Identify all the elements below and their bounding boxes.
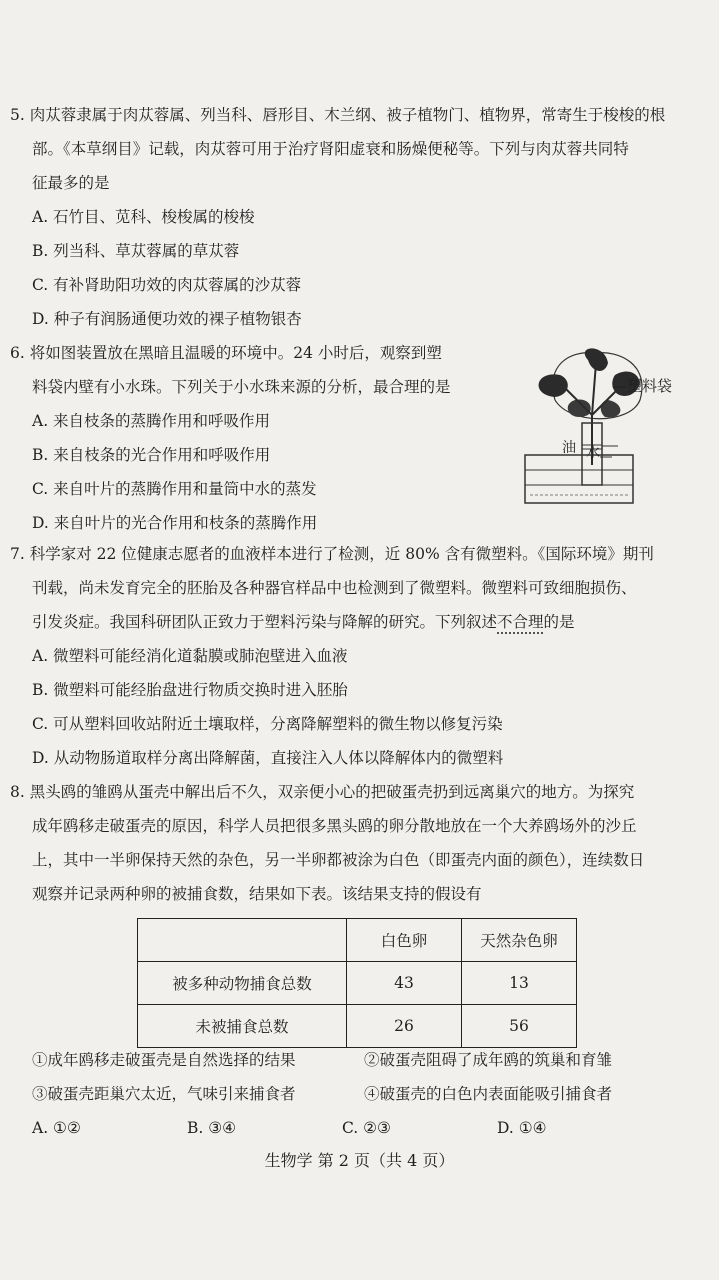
table-row bbox=[138, 1005, 577, 1048]
option-b: B. ③④ bbox=[187, 1119, 237, 1137]
table-cell: 未被捕食总数 bbox=[138, 1005, 347, 1048]
question-text: 8. 黑头鸥的雏鸥从蛋壳中解出后不久，双亲便小心的把破蛋壳扔到远离巢穴的地方。为探究 bbox=[10, 783, 635, 801]
option-d: D. 来自叶片的光合作用和枝条的蒸腾作用 bbox=[32, 514, 318, 532]
question-8 bbox=[10, 775, 709, 911]
question-text: 引发炎症。我国科研团队正致力于塑料污染与降解的研究。下列叙述不合理的是 bbox=[32, 613, 575, 631]
table-cell: 26 bbox=[347, 1005, 462, 1048]
statement-row bbox=[10, 1077, 709, 1111]
emphasis-text: 不合理 bbox=[497, 613, 544, 631]
table-cell: 43 bbox=[347, 962, 462, 1005]
table-cell: 56 bbox=[462, 1005, 577, 1048]
statement-1: ①成年鸥移走破蛋壳是自然选择的结果 bbox=[32, 1051, 296, 1069]
option-d: D. 种子有润肠通便功效的裸子植物银杏 bbox=[32, 310, 302, 328]
question-text: 5. 肉苁蓉隶属于肉苁蓉属、列当科、唇形目、木兰纲、被子植物门、植物界，常寄生于梭梭的根 bbox=[10, 106, 666, 124]
option-b: B. 列当科、草苁蓉属的草苁蓉 bbox=[32, 242, 240, 260]
option-a: A. ①② bbox=[32, 1119, 81, 1137]
option-a: A. 微塑料可能经消化道黏膜或肺泡壁进入血液 bbox=[32, 647, 348, 665]
option-d: D. ①④ bbox=[497, 1119, 547, 1137]
question-5 bbox=[10, 98, 709, 336]
plant-apparatus-figure bbox=[500, 345, 700, 510]
plant-in-bag-illustration bbox=[500, 345, 700, 510]
question-text: 征最多的是 bbox=[32, 174, 110, 192]
statement-row bbox=[10, 1043, 709, 1077]
page-footer: 生物学 第 2 页（共 4 页） bbox=[264, 1151, 455, 1170]
option-a: A. 石竹目、苋科、梭梭属的梭梭 bbox=[32, 208, 255, 226]
table-header-row bbox=[138, 919, 577, 962]
table-cell: 被多种动物捕食总数 bbox=[138, 962, 347, 1005]
question-text: 上，其中一半卵保持天然的杂色，另一半卵都被涂为白色（即蛋壳内面的颜色），连续数日 bbox=[32, 851, 645, 869]
option-a: A. 来自枝条的蒸腾作用和呼吸作用 bbox=[32, 412, 271, 430]
option-c: C. 来自叶片的蒸腾作用和量筒中水的蒸发 bbox=[32, 480, 317, 498]
statement-3: ③破蛋壳距巢穴太近，气味引来捕食者 bbox=[32, 1085, 296, 1103]
water-label: 水 bbox=[586, 445, 600, 461]
table-header: 天然杂色卵 bbox=[462, 919, 577, 962]
table-cell bbox=[138, 919, 347, 962]
option-d: D. 从动物肠道取样分离出降解菌，直接注入人体以降解体内的微塑料 bbox=[32, 749, 504, 767]
option-b: B. 来自枝条的光合作用和呼吸作用 bbox=[32, 446, 271, 464]
question-text: 料袋内壁有小水珠。下列关于小水珠来源的分析，最合理的是 bbox=[32, 378, 451, 396]
predation-table bbox=[137, 918, 577, 1048]
question-text: 刊载，尚未发育完全的胚胎及各种器官样品中也检测到了微塑料。微塑料可致细胞损伤、 bbox=[32, 579, 637, 597]
question-text: 成年鸥移走破蛋壳的原因，科学人员把很多黑头鸥的卵分散地放在一个大养鸥场外的沙丘 bbox=[32, 817, 637, 835]
question-text: 部。《本草纲目》记载，肉苁蓉可用于治疗肾阳虚衰和肠燥便秘等。下列与肉苁蓉共同特 bbox=[32, 140, 629, 158]
option-c: C. ②③ bbox=[342, 1119, 391, 1137]
table-cell: 13 bbox=[462, 962, 577, 1005]
option-b: B. 微塑料可能经胎盘进行物质交换时进入胚胎 bbox=[32, 681, 348, 699]
question-8-statements bbox=[10, 1043, 709, 1145]
bag-label: —塑料袋 bbox=[612, 377, 673, 395]
option-c: C. 可从塑料回收站附近土壤取样，分离降解塑料的微生物以修复污染 bbox=[32, 715, 503, 733]
question-7 bbox=[10, 537, 709, 775]
statement-4: ④破蛋壳的白色内表面能吸引捕食者 bbox=[364, 1085, 613, 1103]
question-text: 6. 将如图装置放在黑暗且温暖的环境中。24 小时后，观察到塑 bbox=[10, 344, 442, 362]
question-text: 观察并记录两种卵的被捕食数，结果如下表。该结果支持的假设有 bbox=[32, 885, 482, 903]
statement-2: ②破蛋壳阻碍了成年鸥的筑巢和育雏 bbox=[364, 1051, 613, 1069]
answer-options bbox=[10, 1111, 709, 1145]
oil-label: 油 bbox=[562, 440, 576, 456]
option-c: C. 有补肾助阳功效的肉苁蓉属的沙苁蓉 bbox=[32, 276, 302, 294]
question-text: 7. 科学家对 22 位健康志愿者的血液样本进行了检测，近 80% 含有微塑料。《国际环境》期刊 bbox=[10, 545, 654, 563]
table-row bbox=[138, 962, 577, 1005]
table-header: 白色卵 bbox=[347, 919, 462, 962]
